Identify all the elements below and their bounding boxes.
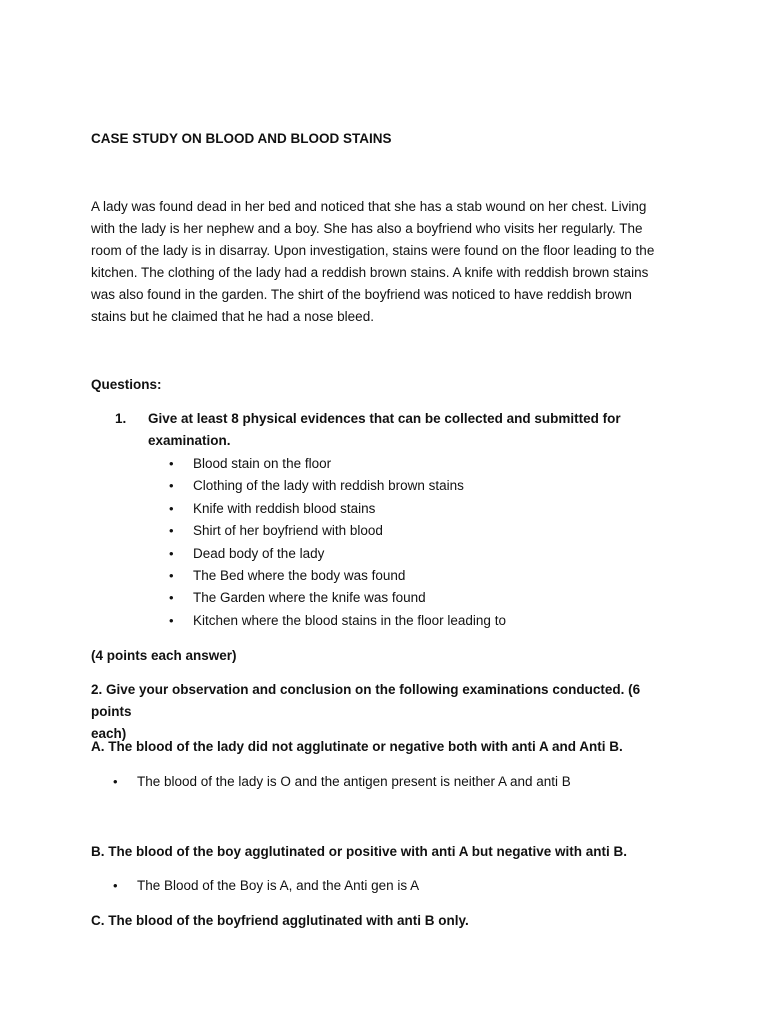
- list-item: [113, 875, 673, 897]
- part-b-answers: [113, 875, 673, 897]
- answer-text: The Garden where the knife was found: [193, 590, 426, 606]
- paragraph-line: stains but he claimed that he had a nose bleed.: [91, 309, 374, 324]
- part-a-heading: A. The blood of the lady did not agglutinate or negative both with anti A and Anti B.: [91, 739, 623, 754]
- bullet-icon: •: [169, 500, 174, 516]
- bullet-icon: •: [169, 612, 174, 628]
- bullet-icon: •: [169, 590, 174, 606]
- list-item: [169, 610, 669, 632]
- paragraph-line: room of the lady is in disarray. Upon investigation, stains were found on the floor leading to the: [91, 243, 655, 258]
- case-description: [91, 196, 691, 328]
- bullet-icon: •: [169, 523, 174, 539]
- question-1-text: [148, 408, 648, 452]
- answer-text: Shirt of her boyfriend with blood: [193, 523, 383, 539]
- answer-text: Kitchen where the blood stains in the floor leading to: [193, 612, 506, 628]
- question-2-line: 2. Give your observation and conclusion on the following examinations conducted. (6 points: [91, 682, 641, 719]
- paragraph-line: was also found in the garden. The shirt of the boyfriend was noticed to have reddish brown: [91, 287, 632, 302]
- document-title: CASE STUDY ON BLOOD AND BLOOD STAINS: [91, 131, 392, 146]
- bullet-icon: •: [113, 774, 118, 789]
- list-item: [169, 520, 669, 542]
- paragraph-line: kitchen. The clothing of the lady had a reddish brown stains. A knife with reddish brown stains: [91, 265, 649, 280]
- question-1-line: Give at least 8 physical evidences that can be collected and submitted for: [148, 411, 621, 426]
- question-2-line: each): [91, 726, 127, 741]
- points-note: (4 points each answer): [91, 648, 237, 663]
- bullet-icon: •: [169, 456, 174, 471]
- paragraph-line: A lady was found dead in her bed and noticed that she has a stab wound on her chest. Living: [91, 199, 647, 214]
- answer-text: The Blood of the Boy is A, and the Anti gen is A: [137, 878, 420, 893]
- answer-text: The blood of the lady is O and the antigen present is neither A and anti B: [137, 774, 571, 789]
- answer-text: Clothing of the lady with reddish brown stains: [193, 478, 464, 494]
- questions-heading: Questions:: [91, 377, 162, 392]
- list-item: [169, 565, 669, 587]
- answer-text: Dead body of the lady: [193, 545, 325, 561]
- part-b-heading: B. The blood of the boy agglutinated or positive with anti A but negative with anti B.: [91, 844, 627, 859]
- list-item: [169, 587, 669, 609]
- question-1-number: 1.: [115, 411, 127, 426]
- list-item: [169, 543, 669, 565]
- list-item: [169, 498, 669, 520]
- bullet-icon: •: [169, 567, 174, 583]
- bullet-icon: •: [169, 478, 174, 494]
- question-1-answers: [169, 453, 669, 632]
- answer-text: Blood stain on the floor: [193, 456, 332, 471]
- answer-text: Knife with reddish blood stains: [193, 500, 376, 516]
- answer-text: The Bed where the body was found: [193, 567, 406, 583]
- list-item: [169, 453, 669, 475]
- list-item: [169, 475, 669, 497]
- part-a-answers: [113, 771, 673, 793]
- paragraph-line: with the lady is her nephew and a boy. She has also a boyfriend who visits her regularly. The: [91, 221, 643, 236]
- question-1-line: examination.: [148, 433, 231, 448]
- list-item: [113, 771, 673, 793]
- bullet-icon: •: [169, 545, 174, 561]
- part-c-heading: C. The blood of the boyfriend agglutinated with anti B only.: [91, 913, 469, 928]
- bullet-icon: •: [113, 878, 118, 893]
